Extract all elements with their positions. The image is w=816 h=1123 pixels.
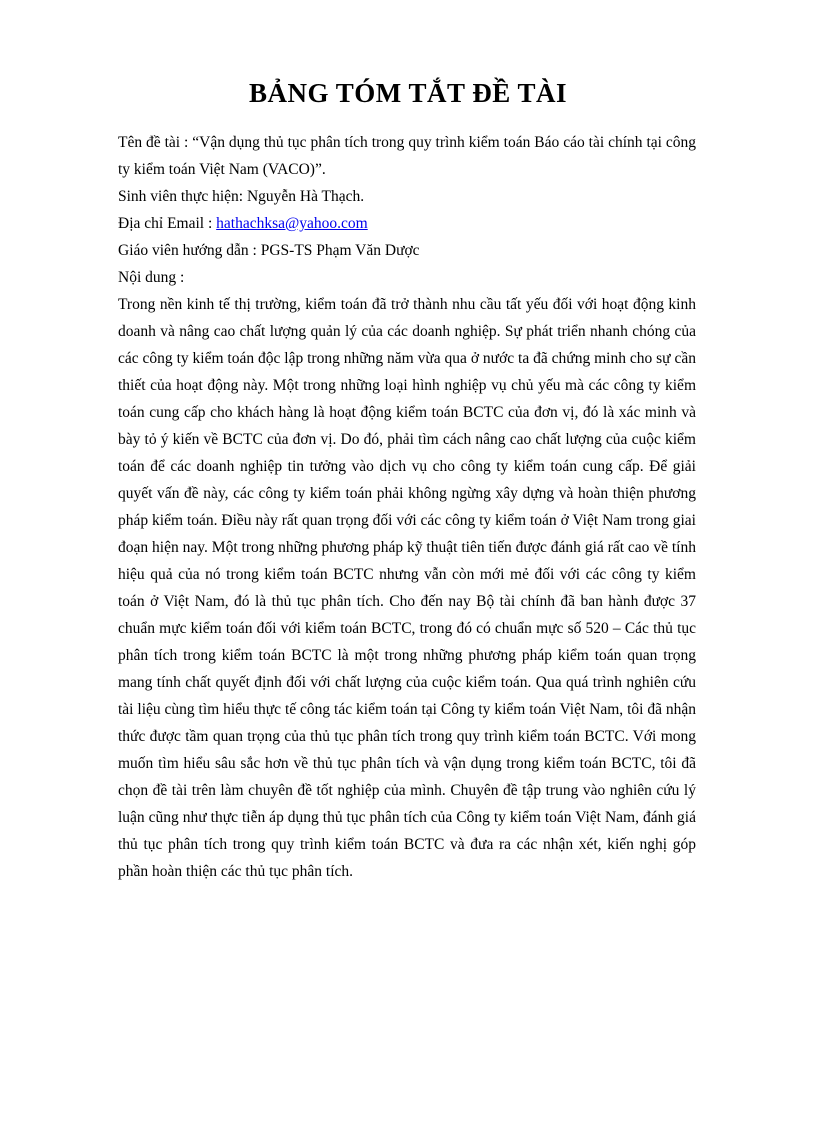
document-title: BẢNG TÓM TẮT ĐỀ TÀI	[248, 78, 568, 108]
topic-line: Tên đề tài : “Vận dụng thủ tục phân tích trong quy trình kiểm toán Báo cáo tài chính tại công ty kiểm toán Việt Nam (VACO)”.	[118, 134, 696, 178]
student-line: Sinh viên thực hiện: Nguyễn Hà Thạch.	[118, 188, 365, 205]
content-label: Nội dung :	[118, 269, 185, 286]
email-line	[118, 210, 696, 237]
content-body: Trong nền kinh tế thị trường, kiểm toán đã trở thành nhu cầu tất yếu đối với hoạt động kinh doanh và nâng cao chất lượng quản lý của các doanh nghiệp. Sự phát triển nhanh chóng của các công ty kiểm toán độc lập trong những năm vừa qua ở nước ta đã chứng minh cho sự cần thiết của hoạt động này. Một trong những loại hình nghiệp vụ chủ yếu mà các công ty kiểm toán cung cấp cho khách hàng là hoạt động kiểm toán BCTC của đơn vị, đó là xác minh và bày tỏ ý kiến về BCTC của đơn vị. Do đó, phải tìm cách nâng cao chất lượng của cuộc kiểm toán để các doanh nghiệp tin tưởng vào dịch vụ cho công ty kiểm toán cung cấp. Để giải quyết vấn đề này, các công ty kiểm toán phải không ngừng xây dựng và hoàn thiện phương pháp kiểm toán. Điều này rất quan trọng đối với các công ty kiểm toán ở Việt Nam trong giai đoạn hiện nay. Một trong những phương pháp kỹ thuật tiên tiến được đánh giá rất cao về tính hiệu quả của nó trong kiểm toán BCTC nhưng vẫn còn mới mẻ đối với các công ty kiểm toán ở Việt Nam, đó là thủ tục phân tích. Cho đến nay Bộ tài chính đã ban hành được 37 chuẩn mực kiểm toán đối với kiểm toán BCTC, trong đó có chuẩn mực số 520 – Các thủ tục phân tích trong kiểm toán BCTC là một trong những phương pháp kiểm toán quan trọng mang tính chất quyết định đối với chất lượng của cuộc kiểm toán. Qua quá trình nghiên cứu tài liệu cùng tìm hiểu thực tế công tác kiểm toán tại Công ty kiểm toán Việt Nam, tôi đã nhận thức được tầm quan trọng của thủ tục phân tích trong quy trình kiểm toán BCTC. Với mong muốn tìm hiểu sâu sắc hơn về thủ tục phân tích và vận dụng trong kiểm toán BCTC, tôi đã chọn đề tài trên làm chuyên đề tốt nghiệp của mình. Chuyên đề tập trung vào nghiên cứu lý luận cũng như thực tiễn áp dụng thủ tục phân tích của Công ty kiểm toán Việt Nam, đánh giá thủ tục phân tích trong quy trình kiểm toán BCTC và đưa ra các nhận xét, kiến nghị góp phần hoàn thiện các thủ tục phân tích.	[118, 296, 696, 880]
advisor-line: Giáo viên hướng dẫn : PGS-TS Phạm Văn Dược	[118, 242, 420, 259]
email-link[interactable]: hathachksa@yahoo.com	[216, 215, 368, 232]
email-label: Địa chỉ Email :	[118, 215, 217, 232]
document-content	[118, 129, 696, 885]
